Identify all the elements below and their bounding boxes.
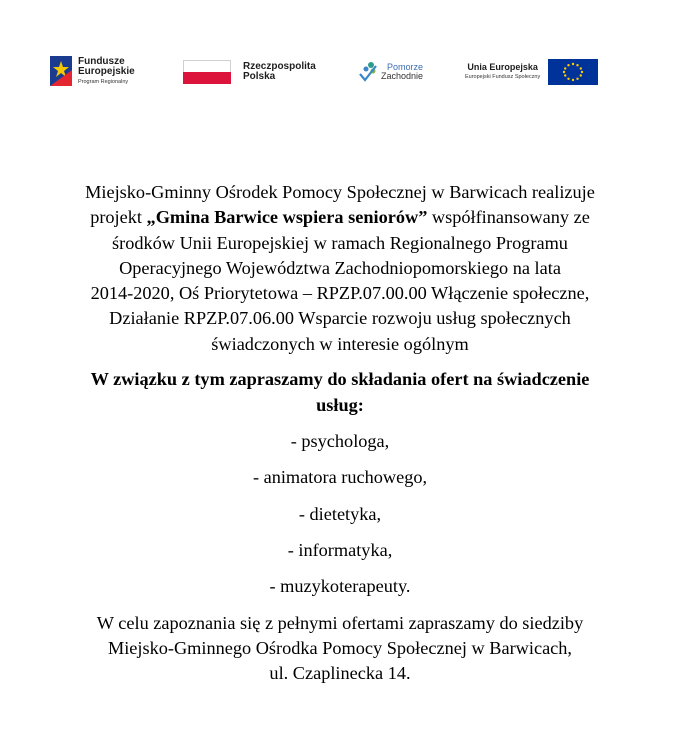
invite-line-1: W związku z tym zapraszamy do składania ofert na świadczenie [90,369,590,390]
closing-paragraph [30,611,650,687]
service-item: - informatyka, [287,539,393,560]
intro-paragraph [30,180,650,357]
unia-europejska-logo [465,59,598,85]
pomorze-zachodnie-logo [358,60,423,84]
announcement-body [30,180,650,686]
pz-emblem-icon [358,60,378,84]
fe-subtitle: Program Regionalny [78,78,129,85]
fe-emblem-icon [50,56,72,86]
service-item: - dietetyka, [298,503,382,524]
invitation-heading [30,367,650,418]
rp-line1: Rzeczpospolita [243,60,316,72]
service-item: - psychologa, [290,431,390,452]
logo-strip [0,0,680,110]
ue-line1: Unia Europejska [467,62,538,73]
closing-line-1: W celu zapoznania się z pełnymi ofertami zapraszamy do siedziby [96,612,584,633]
intro-line-2-pre: projekt [90,207,147,228]
intro-line-3: środków Unii Europejskiej w ramach Regionalnego Programu [112,232,568,253]
intro-line-5: 2014-2020, Oś Priorytetowa – RPZP.07.00.00 Włączenie społeczne, [90,283,590,304]
address: ul. Czaplinecka 14. [269,663,411,684]
polish-flag-icon [183,60,231,84]
intro-line-4: Operacyjnego Województwa Zachodniopomorskiego na lata [119,257,561,278]
rzeczpospolita-polska-logo [183,60,316,84]
pz-line1: Pomorze [387,61,424,72]
closing-line-2: Miejsko-Gminnego Ośrodka Pomocy Społecznej w Barwicach, [107,637,573,658]
intro-line-7: świadczonych w interesie ogólnym [211,333,469,354]
ue-subtitle: Europejski Fundusz Społeczny [465,73,541,80]
fe-line1: Fundusze [78,55,125,67]
intro-line-2-post: współfinansowany ze [427,207,590,228]
project-name: „Gmina Barwice wspiera seniorów” [146,207,428,228]
service-item: - animatora ruchowego, [252,467,428,488]
fe-line2: Europejskie [78,66,135,78]
service-item: - muzykoterapeuty. [269,576,411,597]
fundusze-europejskie-logo [50,56,135,86]
pz-line2: Zachodnie [381,71,424,81]
rp-line2: Polska [243,71,276,82]
intro-line-6: Działanie RPZP.07.06.00 Wsparcie rozwoju usług społecznych [109,308,571,329]
eu-flag-icon [548,59,598,85]
intro-line-1: Miejsko-Gminny Ośrodek Pomocy Społecznej w Barwicach realizuje [85,182,595,202]
invite-line-2: usług: [316,394,364,415]
